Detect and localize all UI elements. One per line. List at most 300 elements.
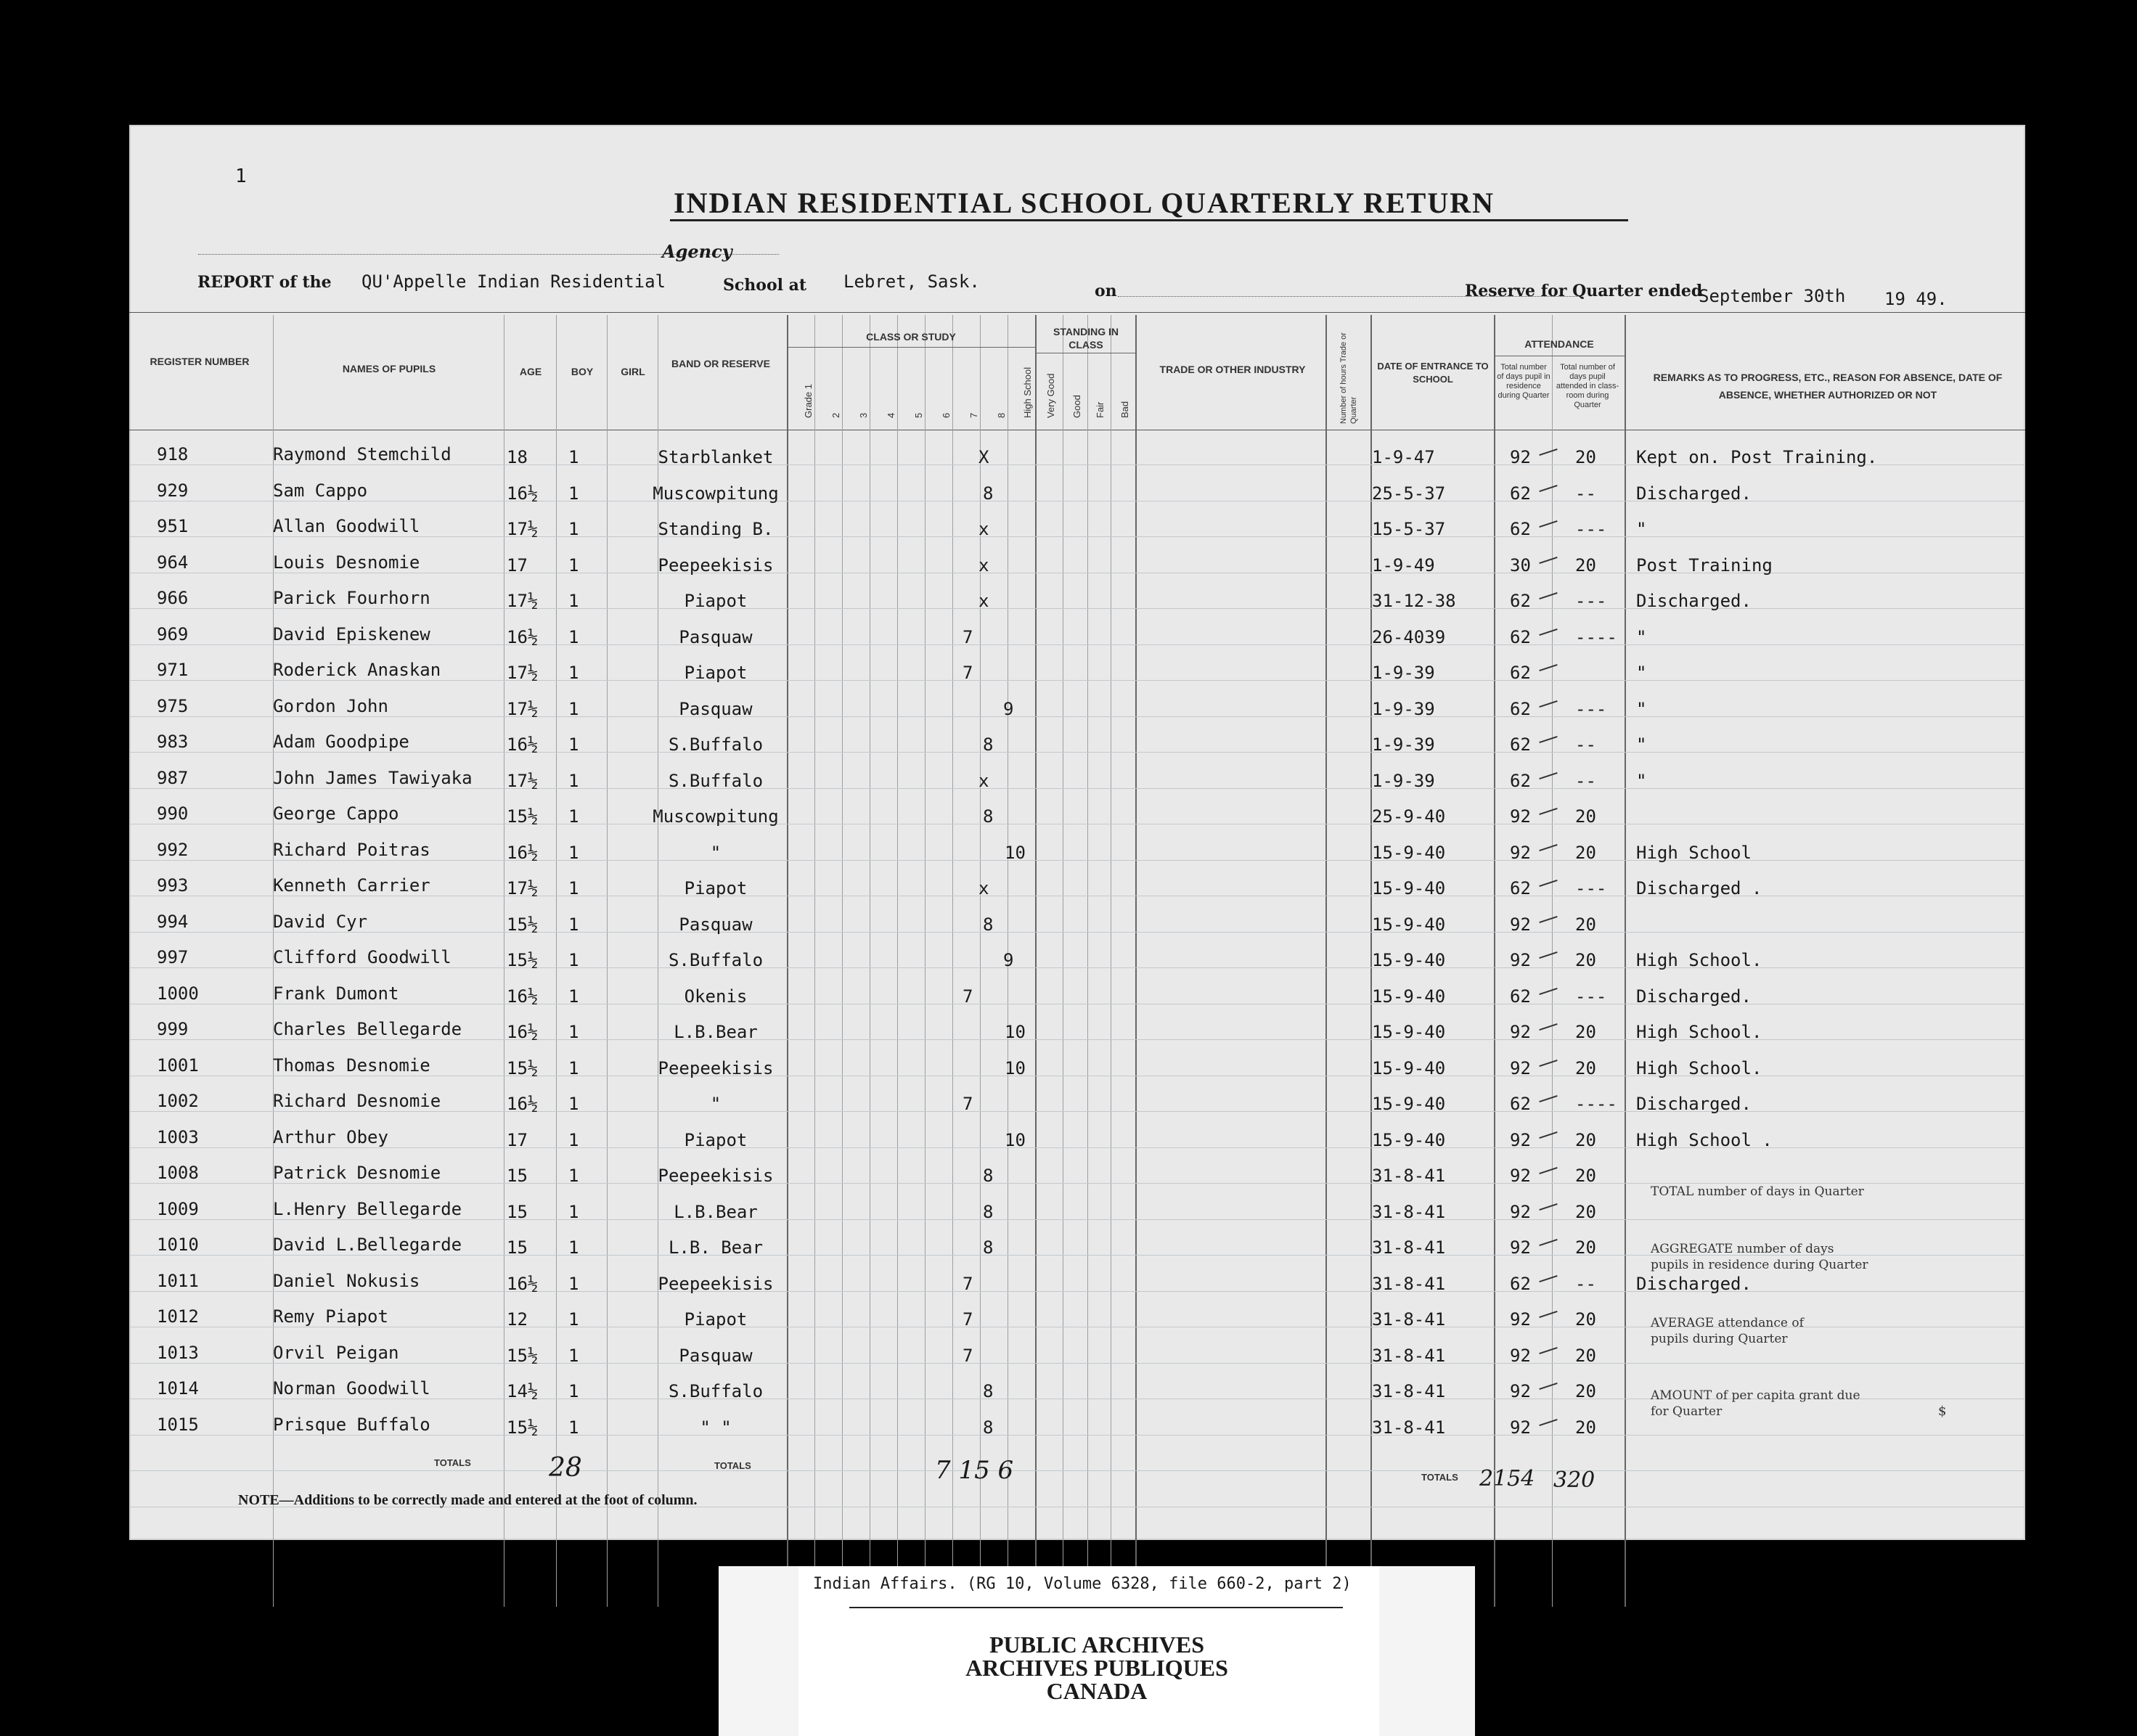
hdr-high-school: High School	[1022, 367, 1033, 418]
pupil-name: Remy Piapot	[273, 1306, 388, 1327]
pupil-name: Clifford Goodwill	[273, 947, 451, 967]
pencil-tick-mark	[1539, 1311, 1557, 1318]
pencil-tick-mark	[1539, 736, 1557, 743]
band-reserve: Standing B.	[658, 519, 774, 539]
boy-count: 1	[568, 698, 579, 719]
hdr-very-good: Very Good	[1045, 373, 1056, 418]
register-number: 1000	[157, 983, 199, 1004]
entrance-date: 31-8-41	[1372, 1273, 1446, 1294]
pupil-name: L.Henry Bellegarde	[273, 1198, 462, 1219]
hdr-names: NAMES OF PUPILS	[342, 363, 436, 374]
days-in-residence: 92	[1510, 1057, 1531, 1078]
days-in-class: 20	[1575, 1381, 1596, 1401]
class-grade: 8	[983, 1166, 994, 1186]
boy-count: 1	[568, 806, 579, 827]
class-grade: 8	[983, 1237, 994, 1258]
pupil-name: Thomas Desnomie	[273, 1055, 430, 1076]
band-reserve: Peepeekisis	[658, 1166, 774, 1186]
table-row	[129, 1091, 2025, 1127]
header-top-rule	[129, 312, 2025, 313]
band-reserve: S.Buffalo	[668, 770, 764, 791]
days-in-class: ---	[1575, 698, 1607, 719]
hdr-attendance: ATTENDANCE	[1524, 338, 1594, 350]
pupil-age: 15	[507, 1166, 528, 1186]
band-reserve: Muscowpitung	[653, 483, 779, 504]
days-in-residence: 92	[1510, 842, 1531, 863]
pencil-tick-mark	[1539, 629, 1557, 636]
pupil-name: Raymond Stemchild	[273, 444, 451, 464]
hdr-trade: TRADE OR OTHER INDUSTRY	[1159, 364, 1306, 375]
class-grade: 8	[983, 806, 994, 827]
archive-reference: Indian Affairs. (RG 10, Volume 6328, file 660-2, part 2)	[813, 1575, 1352, 1593]
entrance-date: 31-8-41	[1372, 1237, 1446, 1258]
boy-count: 1	[568, 1381, 579, 1401]
pupil-age: 14½	[507, 1381, 539, 1401]
class-grade: 8	[983, 1381, 994, 1401]
days-in-residence: 92	[1510, 914, 1531, 935]
hdr-good: Good	[1071, 395, 1082, 418]
days-in-residence: 92	[1510, 1381, 1531, 1401]
register-number: 975	[157, 695, 189, 716]
days-in-residence: 62	[1510, 626, 1531, 647]
hdr-boy: BOY	[571, 366, 594, 377]
pupil-name: Adam Goodpipe	[273, 732, 409, 752]
remarks: High School.	[1636, 1022, 1762, 1042]
boy-count: 1	[568, 734, 579, 755]
pupil-age: 17½	[507, 519, 539, 539]
band-reserve: "	[710, 842, 722, 863]
hdr-att-total: Total number of days pupil in residence during Quarter	[1497, 363, 1550, 400]
days-in-class: 20	[1575, 914, 1596, 935]
days-in-class: 20	[1575, 1166, 1596, 1186]
pupil-name: Orvil Peigan	[273, 1342, 399, 1363]
quarter-ended: September 30th	[1699, 286, 1846, 306]
hdr-fair: Fair	[1095, 401, 1106, 418]
band-reserve: L.B.Bear	[674, 1022, 758, 1042]
table-row	[129, 803, 2025, 840]
pupil-name: Richard Poitras	[273, 839, 430, 860]
class-grade: 10	[1005, 842, 1026, 863]
boy-count: 1	[568, 770, 579, 791]
pupil-age: 15½	[507, 1417, 539, 1438]
days-in-residence: 62	[1510, 591, 1531, 611]
pencil-tick-mark	[1539, 1095, 1557, 1102]
remarks: "	[1636, 626, 1647, 647]
title-underline	[670, 219, 1628, 221]
pencil-tick-mark	[1539, 951, 1557, 959]
pencil-tick-mark	[1539, 1023, 1557, 1031]
pupil-name: Richard Desnomie	[273, 1091, 441, 1111]
hdr-grade-8: 8	[996, 412, 1007, 418]
total-class-days: 320	[1553, 1467, 1595, 1493]
pupil-name: Allan Goodwill	[273, 516, 420, 536]
class-grade: 9	[1003, 950, 1014, 970]
days-in-residence: 92	[1510, 950, 1531, 970]
return-form	[129, 125, 2025, 1540]
pencil-tick-mark	[1539, 1167, 1557, 1174]
boy-count: 1	[568, 591, 579, 611]
boy-count: 1	[568, 1345, 579, 1366]
band-reserve: S.Buffalo	[668, 950, 764, 970]
boy-count: 1	[568, 950, 579, 970]
summary-amount-label: AMOUNT of per capita grant due for Quarter	[1651, 1388, 1860, 1419]
table-row	[129, 1127, 2025, 1163]
register-number: 987	[157, 767, 189, 788]
pencil-tick-mark	[1539, 1131, 1557, 1139]
class-grade: 10	[1005, 1129, 1026, 1150]
pupil-age: 17½	[507, 663, 539, 683]
days-in-residence: 62	[1510, 663, 1531, 683]
days-in-class: 20	[1575, 447, 1596, 467]
year: 19 49.	[1884, 289, 1948, 309]
archive-name-fr: ARCHIVES PUBLIQUES	[965, 1655, 1228, 1681]
pupil-name: Roderick Anaskan	[273, 660, 441, 680]
boy-count: 1	[568, 519, 579, 539]
hdr-att-class: Total number of days pupil attended in class-room during Quarter	[1556, 363, 1619, 409]
hdr-hours: Number of hours Trade or Quarter	[1339, 332, 1358, 424]
class-grade: 7	[963, 1309, 973, 1330]
row-rule	[129, 1470, 2025, 1471]
hdr-grade-7: 7	[968, 412, 979, 418]
hdr-age: AGE	[519, 366, 542, 377]
remarks: Kept on. Post Training.	[1636, 447, 1878, 467]
table-row	[129, 912, 2025, 948]
entrance-date: 15-9-40	[1372, 1129, 1446, 1150]
class-grade: 8	[983, 1417, 994, 1438]
remarks: "	[1636, 734, 1647, 755]
remarks: Discharged.	[1636, 986, 1752, 1007]
pencil-tick-mark	[1539, 988, 1557, 995]
entrance-date: 25-9-40	[1372, 806, 1446, 827]
table-row	[129, 840, 2025, 876]
boy-count: 1	[568, 914, 579, 935]
table-row	[129, 588, 2025, 624]
boy-count: 1	[568, 1417, 579, 1438]
days-in-residence: 62	[1510, 770, 1531, 791]
band-reserve: Okenis	[684, 986, 748, 1007]
pupil-name: Norman Goodwill	[273, 1378, 430, 1399]
remarks: "	[1636, 770, 1647, 791]
table-row	[129, 660, 2025, 696]
days-in-residence: 62	[1510, 519, 1531, 539]
hdr-grade-2: 2	[830, 412, 841, 418]
band-reserve: " "	[700, 1417, 732, 1438]
days-in-class: 20	[1575, 1201, 1596, 1222]
register-number: 1002	[157, 1091, 199, 1111]
remarks: Discharged .	[1636, 878, 1762, 898]
entrance-date: 1-9-49	[1372, 554, 1435, 576]
hdr-grade-5: 5	[913, 412, 924, 418]
entrance-date: 25-5-37	[1372, 483, 1446, 504]
days-in-residence: 62	[1510, 734, 1531, 755]
pupil-name: David Episkenew	[273, 623, 430, 644]
pencil-tick-mark	[1539, 520, 1557, 528]
page-number: 1	[235, 165, 247, 187]
table-row	[129, 1019, 2025, 1055]
boy-count: 1	[568, 1057, 579, 1078]
register-number: 1013	[157, 1342, 199, 1363]
register-number: 929	[157, 480, 189, 501]
pupil-name: David Cyr	[273, 911, 368, 932]
pencil-tick-mark	[1539, 1060, 1557, 1067]
boy-count: 1	[568, 986, 579, 1007]
pencil-tick-mark	[1539, 916, 1557, 923]
entrance-date: 15-9-40	[1372, 1057, 1446, 1078]
boy-count: 1	[568, 878, 579, 898]
boy-count: 1	[568, 663, 579, 683]
entrance-date: 15-9-40	[1372, 878, 1446, 898]
pupil-age: 16½	[507, 734, 539, 755]
days-in-class: --	[1575, 734, 1596, 755]
table-row	[129, 480, 2025, 517]
totals-label-1: TOTALS	[434, 1457, 471, 1468]
entrance-date: 26-4039	[1372, 626, 1446, 647]
days-in-residence: 92	[1510, 1022, 1531, 1042]
class-grade: 8	[983, 1201, 994, 1222]
form-title: INDIAN RESIDENTIAL SCHOOL QUARTERLY RETURN	[674, 187, 1495, 219]
register-number: 951	[157, 516, 189, 536]
hdr-date-entrance: DATE OF ENTRANCE TO SCHOOL	[1377, 361, 1489, 385]
pencil-tick-mark	[1539, 772, 1557, 779]
class-grade: 9	[1003, 698, 1014, 719]
table-row	[129, 1271, 2025, 1307]
class-grade: x	[978, 878, 989, 898]
pupil-name: Sam Cappo	[273, 480, 368, 501]
days-in-class: 20	[1575, 1129, 1596, 1150]
class-grade: X	[978, 447, 989, 467]
remarks: Discharged.	[1636, 483, 1752, 504]
entrance-date: 15-9-40	[1372, 986, 1446, 1007]
entrance-date: 15-9-40	[1372, 1094, 1446, 1114]
days-in-class: ----	[1575, 626, 1617, 647]
band-reserve: S.Buffalo	[668, 1381, 764, 1401]
pencil-tick-mark	[1539, 1383, 1557, 1390]
register-number: 1012	[157, 1306, 199, 1327]
band-reserve: Piapot	[684, 1309, 748, 1330]
register-number: 971	[157, 660, 189, 680]
on-label: on	[1095, 282, 1117, 300]
summary-currency: $	[1938, 1404, 1947, 1419]
pupil-age: 16½	[507, 1094, 539, 1114]
hdr-remarks: REMARKS AS TO PROGRESS, ETC., REASON FOR ABSENCE, DATE OF ABSENCE, WHETHER AUTHORIZED OR NOT	[1653, 372, 2003, 401]
days-in-residence: 62	[1510, 878, 1531, 898]
days-in-class: --	[1575, 770, 1596, 791]
pupil-name: Parick Fourhorn	[273, 588, 430, 608]
days-in-class: 20	[1575, 1345, 1596, 1366]
pupil-age: 16½	[507, 1273, 539, 1294]
pupil-name: Arthur Obey	[273, 1126, 388, 1147]
table-row	[129, 947, 2025, 983]
band-reserve: Pasquaw	[679, 626, 753, 647]
days-in-residence: 62	[1510, 483, 1531, 504]
pupil-age: 17½	[507, 698, 539, 719]
entrance-date: 1-9-39	[1372, 734, 1435, 755]
table-row	[129, 983, 2025, 1020]
band-reserve: Pasquaw	[679, 1345, 753, 1366]
reserve-label: Reserve for Quarter ended	[1465, 282, 1703, 300]
table-row	[129, 624, 2025, 660]
pupil-age: 17½	[507, 878, 539, 898]
band-reserve: Piapot	[684, 591, 748, 611]
register-number: 1001	[157, 1055, 199, 1076]
pupil-name: George Cappo	[273, 803, 399, 824]
agency-label: Agency	[662, 241, 732, 262]
hdr-grade-1: Grade 1	[803, 384, 814, 418]
pencil-tick-mark	[1539, 449, 1557, 456]
pencil-tick-mark	[1539, 1419, 1557, 1426]
boy-count: 1	[568, 483, 579, 504]
remarks: "	[1636, 663, 1647, 683]
pupil-age: 16½	[507, 626, 539, 647]
pupil-age: 15½	[507, 1345, 539, 1366]
school-name: QU'Appelle Indian Residential	[361, 271, 666, 292]
boy-count: 1	[568, 842, 579, 863]
school-at-label: School at	[723, 276, 807, 295]
table-row	[129, 1343, 2025, 1379]
pencil-tick-mark	[1539, 880, 1557, 887]
hdr-grade-3: 3	[858, 412, 869, 418]
pupil-name: Charles Bellegarde	[273, 1019, 462, 1039]
school-location: Lebret, Sask.	[843, 271, 980, 292]
days-in-residence: 62	[1510, 986, 1531, 1007]
days-in-class: 20	[1575, 1309, 1596, 1330]
days-in-residence: 92	[1510, 1166, 1531, 1186]
archive-rule	[849, 1607, 1343, 1608]
pupil-name: Frank Dumont	[273, 983, 399, 1004]
archive-stamp	[719, 1566, 1475, 1736]
entrance-date: 31-8-41	[1372, 1166, 1446, 1186]
days-in-class: ---	[1575, 519, 1607, 539]
days-in-class: --	[1575, 483, 1596, 504]
pupil-name: John James Tawiyaka	[273, 767, 473, 788]
register-number: 997	[157, 947, 189, 967]
pupil-name: Louis Desnomie	[273, 552, 420, 573]
register-number: 1011	[157, 1270, 199, 1291]
class-study-rule	[787, 347, 1035, 348]
summary-aggregate-label: AGGREGATE number of days pupils in residence during Quarter	[1651, 1242, 1868, 1272]
table-row	[129, 875, 2025, 912]
register-number: 994	[157, 911, 189, 932]
class-grade: 10	[1005, 1057, 1026, 1078]
pupil-age: 16½	[507, 483, 539, 504]
remarks: Discharged.	[1636, 1273, 1752, 1294]
days-in-class: 20	[1575, 950, 1596, 970]
days-in-class: 20	[1575, 806, 1596, 827]
hdr-grade-6: 6	[941, 412, 952, 418]
hdr-band: BAND OR RESERVE	[671, 358, 770, 369]
archive-name-en: PUBLIC ARCHIVES	[989, 1631, 1205, 1658]
summary-average-label: AVERAGE attendance of pupils during Quarter	[1651, 1316, 1804, 1346]
boy-count: 1	[568, 1237, 579, 1258]
report-of-label: REPORT of the	[197, 273, 332, 292]
pencil-tick-mark	[1539, 1275, 1557, 1282]
band-reserve: Peepeekisis	[658, 1273, 774, 1294]
days-in-class: ---	[1575, 986, 1607, 1007]
days-in-residence: 92	[1510, 447, 1531, 467]
archive-country: CANADA	[1046, 1678, 1148, 1704]
days-in-class: ----	[1575, 1094, 1617, 1114]
pupil-age: 15	[507, 1237, 528, 1258]
entrance-date: 15-9-40	[1372, 914, 1446, 935]
register-number: 993	[157, 875, 189, 896]
register-number: 1015	[157, 1414, 199, 1435]
footer-note: NOTE—Additions to be correctly made and entered at the foot of column.	[238, 1492, 698, 1508]
table-row	[129, 552, 2025, 589]
band-reserve: Pasquaw	[679, 914, 753, 935]
pupil-name: Prisque Buffalo	[273, 1414, 430, 1435]
hdr-standing: STANDING IN CLASS	[1053, 326, 1119, 351]
table-row	[129, 1199, 2025, 1235]
pupil-age: 18	[507, 447, 528, 467]
total-boys: 28	[549, 1453, 582, 1483]
boy-count: 1	[568, 626, 579, 647]
hdr-register: REGISTER NUMBER	[150, 356, 250, 367]
band-reserve: Starblanket	[658, 447, 774, 467]
register-number: 990	[157, 803, 189, 824]
register-number: 966	[157, 588, 189, 608]
register-number: 983	[157, 732, 189, 752]
days-in-class: 20	[1575, 842, 1596, 863]
days-in-class: 20	[1575, 1057, 1596, 1078]
days-in-residence: 92	[1510, 806, 1531, 827]
entrance-date: 31-8-41	[1372, 1309, 1446, 1330]
register-number: 999	[157, 1019, 189, 1039]
pencil-tick-mark	[1539, 1347, 1557, 1354]
register-number: 1003	[157, 1126, 199, 1147]
pupil-name: Gordon John	[273, 695, 388, 716]
days-in-residence: 62	[1510, 1094, 1531, 1114]
pupil-age: 15	[507, 1201, 528, 1222]
table-row	[129, 1414, 2025, 1451]
entrance-date: 15-9-40	[1372, 842, 1446, 863]
register-number: 1014	[157, 1378, 199, 1399]
totals-label-3: TOTALS	[1421, 1472, 1458, 1483]
boy-count: 1	[568, 1309, 579, 1330]
pupil-name: Daniel Nokusis	[273, 1270, 420, 1291]
band-reserve: Peepeekisis	[658, 1057, 774, 1078]
entrance-date: 1-9-47	[1372, 447, 1435, 467]
total-days: 2154	[1479, 1466, 1535, 1491]
days-in-residence: 92	[1510, 1129, 1531, 1150]
class-grade: 7	[963, 1273, 973, 1294]
days-in-residence: 30	[1510, 554, 1531, 576]
boy-count: 1	[568, 1129, 579, 1150]
days-in-class: 20	[1575, 1417, 1596, 1438]
class-grade: x	[978, 554, 989, 576]
class-grade: 7	[963, 626, 973, 647]
pupil-age: 15½	[507, 950, 539, 970]
entrance-date: 1-9-39	[1372, 770, 1435, 791]
summary-total-days-label: TOTAL number of days in Quarter	[1651, 1184, 1864, 1199]
entrance-date: 31-8-41	[1372, 1201, 1446, 1222]
pupil-age: 17	[507, 554, 528, 576]
register-number: 918	[157, 444, 189, 464]
pupil-name: David L.Bellegarde	[273, 1235, 462, 1255]
register-number: 1009	[157, 1198, 199, 1219]
pencil-tick-mark	[1539, 557, 1557, 564]
pencil-tick-mark	[1539, 844, 1557, 851]
band-reserve: Piapot	[684, 663, 748, 683]
pupil-age: 12	[507, 1309, 528, 1330]
entrance-date: 31-8-41	[1372, 1381, 1446, 1401]
pupil-name: Patrick Desnomie	[273, 1163, 441, 1183]
pencil-tick-mark	[1539, 664, 1557, 671]
pencil-tick-mark	[1539, 808, 1557, 815]
pencil-tick-mark	[1539, 700, 1557, 708]
table-row	[129, 768, 2025, 804]
pencil-tick-mark	[1539, 1239, 1557, 1246]
days-in-residence: 62	[1510, 1273, 1531, 1294]
